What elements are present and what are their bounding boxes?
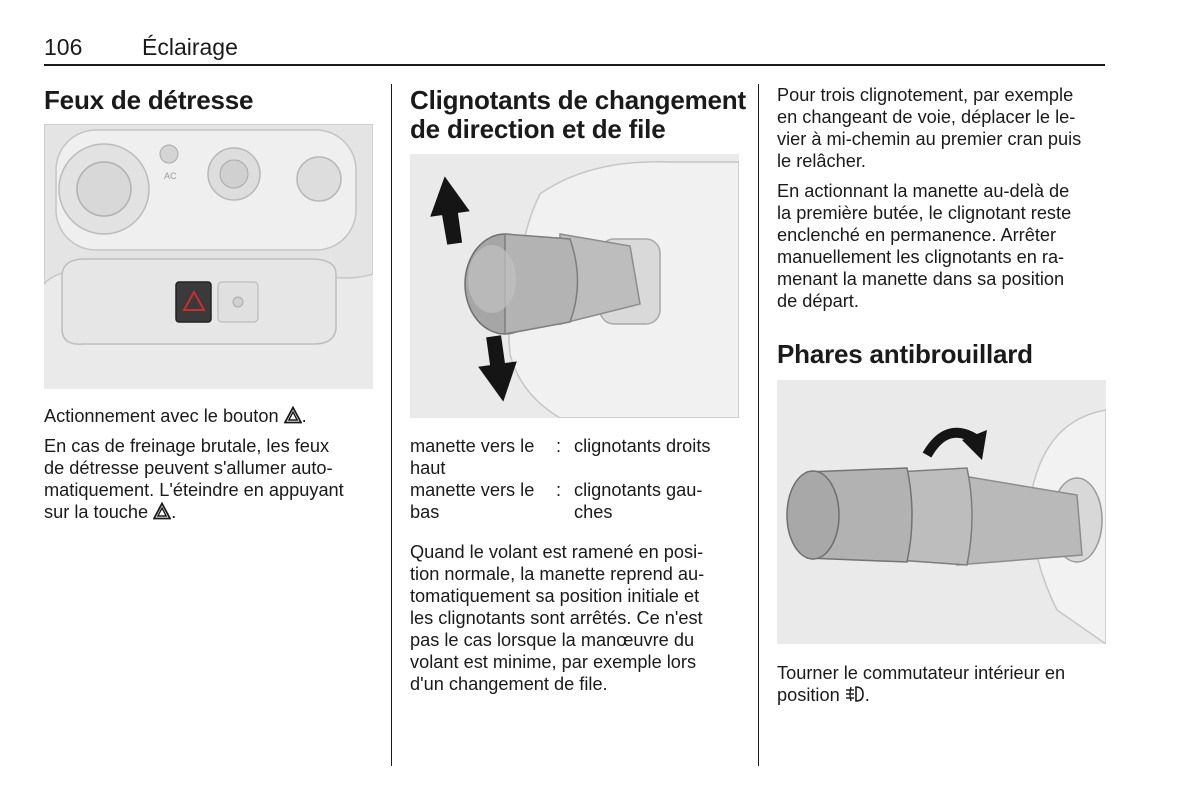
turn-para-line-6: volant est minime, par exemple lors <box>410 652 697 672</box>
c3-p2-line-5: menant la manette dans sa position <box>777 269 1065 289</box>
fog-line-2: position <box>777 685 840 705</box>
hazard-p1-text: Actionnement avec le bouton <box>44 406 279 426</box>
column-continued <box>777 84 1117 312</box>
turn-para-line-2: tion normale, la manette reprend au- <box>410 564 705 584</box>
column-hazard <box>44 86 374 115</box>
hazard-switch-illustration <box>44 124 373 389</box>
hazard-warning-triangle-icon <box>153 502 171 520</box>
column-turn-signals <box>410 86 750 144</box>
fog-line-1: Tourner le commutateur intérieur en <box>777 663 1066 683</box>
col3-paragraph-1 <box>777 84 1117 172</box>
desc-down-line-1: clignotants gau- <box>574 480 703 500</box>
c3-p2-line-4: manuellement les clignotants en ra- <box>777 247 1065 267</box>
desc-up-line-1: clignotants droits <box>574 436 711 456</box>
col3-paragraph-2 <box>777 180 1117 312</box>
svg-text:AC: AC <box>164 171 177 181</box>
hazard-p2-line-3: matiquement. L'éteindre en appuyant <box>44 480 344 500</box>
term-up-line-1: manette vers le <box>410 436 535 456</box>
hazard-paragraph-1 <box>44 405 384 427</box>
definition-term <box>410 435 556 479</box>
column-fog <box>777 340 1117 369</box>
turn-signal-paragraph <box>410 541 750 695</box>
turn-para-line-5: pas le cas lorsque la manœuvre du <box>410 630 695 650</box>
c3-p1-line-1: Pour trois clignotement, par exemple <box>777 85 1074 105</box>
definition-colon: : <box>556 480 562 500</box>
turn-paragraph <box>410 541 750 695</box>
fog-text <box>777 662 1117 706</box>
column-divider-1 <box>391 84 392 766</box>
hazard-paragraph-2 <box>44 435 384 523</box>
desc-down-line-2: ches <box>574 502 613 522</box>
hazard-p2-line-2: de détresse peuvent s'allumer auto- <box>44 458 333 478</box>
fog-paragraph <box>777 662 1117 706</box>
c3-p1-line-3: vier à mi-chemin au premier cran puis <box>777 129 1082 149</box>
turn-title-line-2: de direction et de file <box>410 114 666 144</box>
hazard-p2-end: . <box>171 502 177 522</box>
definition-row-down <box>410 479 740 523</box>
c3-p1-line-4: le relâcher. <box>777 151 866 171</box>
c3-p2-line-6: de départ. <box>777 291 859 311</box>
term-down-line-2: bas <box>410 502 440 522</box>
hazard-warning-triangle-icon <box>284 406 302 424</box>
page-number: 106 <box>44 34 83 60</box>
fog-switch-illustration <box>777 380 1106 644</box>
hazard-p1-end: . <box>301 406 307 426</box>
term-down-line-1: manette vers le <box>410 480 535 500</box>
term-up-line-2: haut <box>410 458 446 478</box>
front-fog-lamp-icon <box>845 685 865 703</box>
definition-colon: : <box>556 436 562 456</box>
fog-end: . <box>864 685 870 705</box>
definition-term <box>410 479 556 523</box>
turn-para-line-3: tomatiquement sa position initiale et <box>410 586 700 606</box>
definition-desc <box>574 479 740 523</box>
turn-signal-lever-illustration <box>410 154 739 418</box>
turn-para-line-7: d'un changement de file. <box>410 674 608 694</box>
section-title-fog: Phares antibrouillard <box>777 339 1033 369</box>
hazard-p2-line-1: En cas de freinage brutale, les feux <box>44 436 330 456</box>
turn-signal-definitions <box>410 435 740 523</box>
header-rule <box>44 64 1105 66</box>
c3-p2-line-2: la première butée, le clignotant reste <box>777 203 1072 223</box>
c3-p1-line-2: en changeant de voie, déplacer le le- <box>777 107 1076 127</box>
turn-para-line-4: les clignotants sont arrêtés. Ce n'est <box>410 608 703 628</box>
section-title-hazard: Feux de détresse <box>44 85 254 115</box>
chapter-title: Éclairage <box>142 34 238 60</box>
section-title-turn-signals <box>410 86 750 144</box>
hazard-p2-line-4: sur la touche <box>44 502 149 522</box>
hazard-text <box>44 405 384 523</box>
turn-title-line-1: Clignotants de changement <box>410 85 746 115</box>
column-divider-2 <box>758 84 759 766</box>
c3-p2-line-1: En actionnant la manette au-delà de <box>777 181 1070 201</box>
turn-para-line-1: Quand le volant est ramené en posi- <box>410 542 704 562</box>
definition-desc <box>574 435 740 479</box>
c3-p2-line-3: enclenché en permanence. Arrêter <box>777 225 1057 245</box>
definition-row-up <box>410 435 740 479</box>
